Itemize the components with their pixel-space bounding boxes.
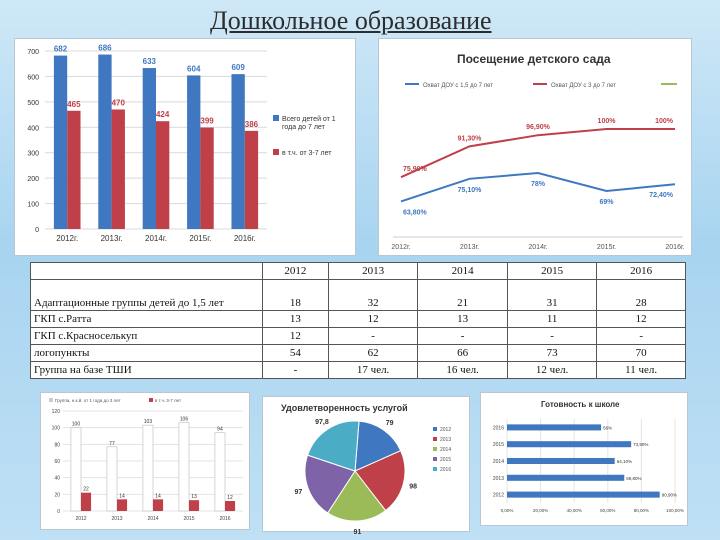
data-label: 609 [231,63,245,73]
data-label: 465 [67,99,81,109]
legend-label: 2015 [440,457,452,463]
data-label: 633 [142,57,157,67]
data-label: 682 [53,44,68,54]
y-tick-label: 40 [54,475,60,482]
bar [200,128,213,229]
bar [143,68,156,229]
legend-label: Охват ДОУ с 3 до 7 лет [551,83,616,89]
legend-label: Всего детей от 1 года до 7 лет [282,116,336,131]
bar [179,423,189,511]
chart-title: Удовлетворенность услугой [281,403,408,413]
bar [189,500,199,511]
table-row-label: логопункты [31,345,263,362]
table-cell: 16 чел. [418,362,508,379]
bar [153,499,163,511]
table-row [31,280,686,311]
table-cell: 12 чел. [507,362,597,379]
data-label: 90,90% [661,492,677,498]
x-tick-label: 2012г. [56,234,79,243]
data-label: 14 [155,493,161,500]
bar [231,74,244,229]
series-line [401,129,675,177]
x-tick-label: 2015 [183,516,195,522]
data-label: 63,80% [403,209,427,217]
legend-swatch [433,437,437,441]
x-tick-label: 2013г. [459,244,480,251]
y-tick-label: 2013 [492,475,504,482]
y-tick-label: 2016 [492,425,504,432]
data-label: 106 [179,416,189,423]
x-tick-label: 2016г. [665,244,685,251]
data-label: 424 [155,110,170,120]
y-tick-label: 20 [54,492,60,499]
table-cell: 62 [328,345,418,362]
school-readiness-panel [480,392,688,526]
x-tick-label: 100,00% [666,508,684,513]
x-tick-label: 2014 [147,516,159,522]
legend-swatch [149,398,153,402]
table-cell: 70 [597,345,686,362]
legend-swatch [433,467,437,471]
y-tick-label: 80 [54,442,60,449]
table-header-cell: 2014 [418,263,508,280]
data-label: 100 [71,421,81,428]
y-tick-label: 500 [27,99,39,107]
legend-label: Группа, н.к.й. от 1 года до 3 лет [55,398,121,403]
table-row [31,328,686,345]
bar [67,111,80,229]
x-tick-label: 2016 [219,516,231,522]
groups-bar-chart-panel [40,392,250,530]
bar [143,425,153,511]
data-label: 98 [409,483,418,491]
table-cell: 13 [418,311,508,328]
table-cell: 28 [597,280,686,311]
y-tick-label: 2014 [492,459,504,465]
data-label: 97,8 [315,418,329,426]
data-label: 91,30% [457,135,482,143]
legend-label: Охват ДОУ с 1,5 до 7 лет [423,83,493,89]
table-cell: 11 [507,311,597,328]
legend-swatch [273,149,279,155]
bar [507,441,631,447]
chart-title: Посещение детского сада [457,52,611,66]
table-header-row [31,263,686,280]
y-tick-label: 400 [27,125,39,133]
table-cell: - [507,328,597,345]
y-tick-label: 2012 [492,492,504,499]
table-row [31,311,686,328]
groups-table [30,262,686,379]
table-cell: 12 [328,311,418,328]
school-readiness-chart [481,393,687,525]
table-cell: 73 [507,345,597,362]
x-tick-label: 0,00% [500,508,514,513]
bar [81,493,91,511]
data-label: 73,90% [633,442,649,448]
legend-swatch [273,115,279,121]
table-cell: - [263,362,329,379]
kindergarten-attendance-chart [379,39,691,255]
x-tick-label: 60,00% [600,508,616,513]
data-label: 69,80% [626,475,642,481]
bar [215,433,225,511]
bar [225,501,235,511]
table-header-cell [31,263,263,280]
children-count-chart-panel [14,38,356,256]
bar [507,424,601,430]
data-label: 78% [530,181,546,188]
table-header-cell: 2012 [263,263,329,280]
data-label: 103 [143,419,153,426]
table-cell: 12 [263,328,329,345]
bar [156,121,169,229]
data-label: 12 [227,495,233,501]
x-tick-label: 2012 [75,516,87,522]
table-cell: 32 [328,280,418,311]
data-label: 100% [655,118,673,125]
table-row-label: ГКП с.Красноселькуп [31,328,263,345]
bar [187,75,200,229]
x-tick-label: 2014г. [145,234,167,243]
bar [71,428,81,511]
table-cell: 54 [263,345,329,362]
table-cell: 17 чел. [328,362,418,379]
x-tick-label: 2013г. [100,234,123,243]
x-tick-label: 2015г. [189,234,212,243]
x-tick-label: 2015г. [596,244,617,251]
x-tick-label: 2012г. [391,244,411,251]
y-tick-label: 2015 [492,442,504,449]
data-label: 97 [294,488,303,496]
kindergarten-attendance-panel [378,38,692,256]
y-tick-label: 0 [35,227,39,234]
children-count-chart [15,39,355,255]
legend-swatch [433,447,437,451]
data-label: 13 [191,494,197,501]
legend-label: 2014 [440,447,452,453]
legend-swatch [433,457,437,461]
table-cell: 12 [597,311,686,328]
page-title: Дошкольное образование [210,6,492,35]
data-label: 75,10% [457,186,482,194]
chart-title: Готовность к школе [541,400,620,409]
table-cell: - [597,328,686,345]
table-cell: - [328,328,418,345]
y-tick-label: 300 [27,150,39,158]
bar [507,492,660,498]
bar [507,475,624,481]
data-label: 94 [217,426,223,433]
bar [245,131,258,229]
data-label: 100% [597,118,616,125]
data-label: 399 [200,116,214,126]
bar [54,56,67,229]
data-label: 64,10% [616,459,632,464]
data-label: 604 [187,64,201,74]
x-tick-label: 2016г. [233,234,256,243]
satisfaction-pie-chart [263,397,469,536]
x-tick-label: 2013 [111,516,123,522]
y-tick-label: 200 [27,176,39,184]
y-tick-label: 0 [57,509,60,515]
y-tick-label: 700 [27,49,39,56]
table-cell: 11 чел. [597,362,686,379]
y-tick-label: 60 [54,459,60,465]
table-cell: 13 [263,311,329,328]
x-tick-label: 20,00% [532,508,549,513]
x-tick-label: 2014г. [528,244,548,251]
table-cell: - [418,328,508,345]
table-row [31,345,686,362]
data-label: 470 [111,98,125,108]
table-row-label: ГКП с.Ратта [31,311,263,328]
bar [107,447,117,511]
legend-label: 2012 [440,427,452,433]
table-cell: 18 [263,280,329,311]
bar [117,499,127,511]
legend-label: 2013 [440,437,452,443]
table-row-label: Адаптационные группы детей до 1,5 лет [31,280,263,311]
legend-label: 2016 [440,467,452,473]
groups-bar-chart [41,393,249,529]
data-label: 14 [119,493,125,500]
table-header-cell: 2016 [597,263,686,280]
data-label: 386 [244,119,259,129]
table-cell: 21 [418,280,508,311]
legend-label: в т.ч. 3-7 лет [155,398,182,403]
legend-swatch [433,427,437,431]
table-row [31,362,686,379]
data-label: 96,90% [526,124,550,132]
data-label: 72,40% [649,192,673,200]
table-header-cell: 2013 [328,263,418,280]
table-header-cell: 2015 [507,263,597,280]
bar [507,458,615,464]
table-cell: 66 [418,345,508,362]
y-tick-label: 120 [51,409,60,415]
table-cell: 31 [507,280,597,311]
y-tick-label: 100 [27,201,39,209]
data-label: 69% [599,199,614,206]
data-label: 686 [98,43,112,53]
data-label: 56% [603,425,613,431]
data-label: 75,90% [403,166,427,174]
legend-label: в т.ч. от 3-7 лет [282,150,332,157]
data-label: 79 [385,420,394,428]
x-tick-label: 80,00% [633,508,650,513]
satisfaction-pie-panel [262,396,470,536]
bar [98,55,111,229]
x-tick-label: 40,00% [566,508,582,513]
bar [112,109,125,229]
y-tick-label: 100 [51,425,60,432]
table-row-label: Группа на базе ТШИ [31,362,263,379]
data-label: 91 [353,528,362,536]
legend-swatch [49,398,53,402]
data-label: 77 [109,440,115,447]
data-label: 22 [83,486,89,493]
y-tick-label: 600 [27,74,39,82]
